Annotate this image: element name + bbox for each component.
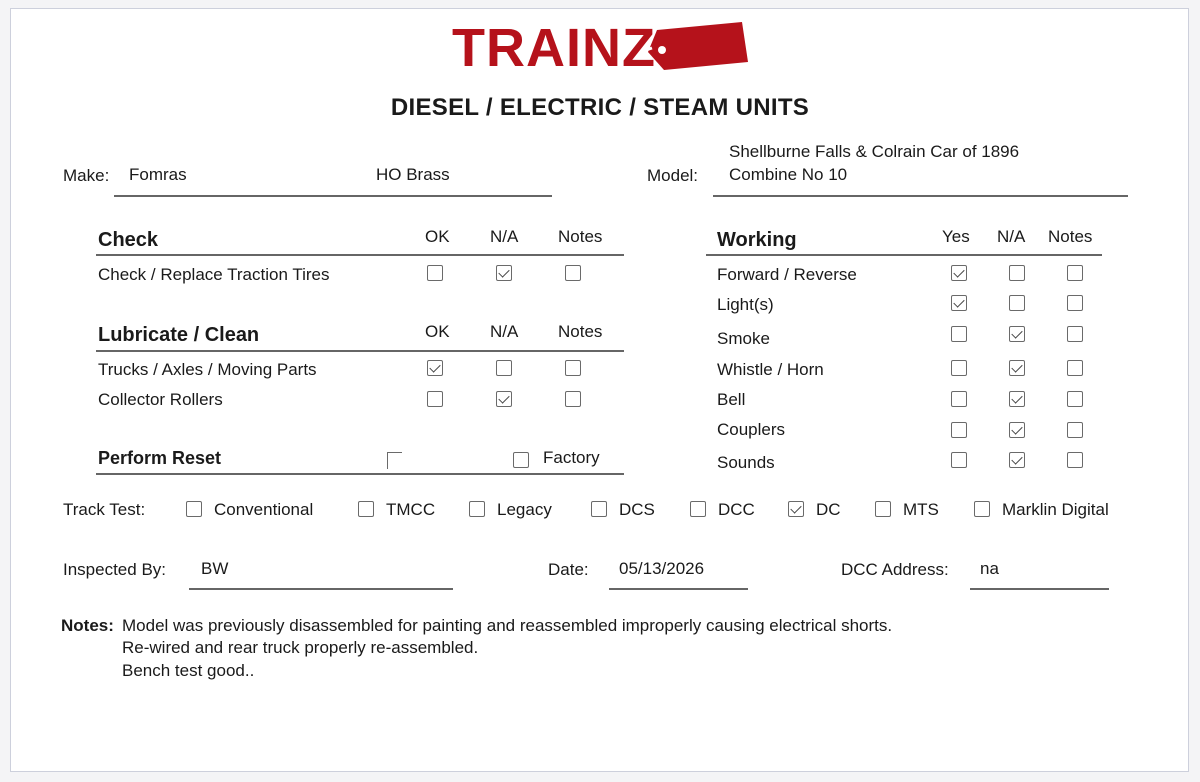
reset-factory-label: Factory	[543, 448, 600, 467]
notes-label: Notes:	[61, 616, 114, 635]
check-col-notes: Notes	[558, 227, 603, 246]
lubricate-header: Lubricate / Clean	[98, 324, 260, 346]
lubricate-row-rollers-label: Collector Rollers	[98, 390, 223, 409]
working-whistle-notes-checkbox[interactable]	[1067, 360, 1083, 376]
track-dc-checkbox[interactable]	[788, 501, 804, 517]
working-row-label: Forward / Reverse	[717, 265, 857, 284]
working-row-label: Sounds	[717, 453, 775, 472]
working-row-label: Light(s)	[717, 295, 774, 314]
track-dc-label: DC	[816, 500, 841, 519]
working-col-notes: Notes	[1048, 227, 1093, 246]
check-header: Check	[98, 229, 159, 251]
inspected-by-label: Inspected By:	[63, 560, 167, 579]
track-conventional-checkbox[interactable]	[186, 501, 202, 517]
working-bell-notes-checkbox[interactable]	[1067, 391, 1083, 407]
make-value[interactable]: Fomras	[129, 165, 187, 184]
track-conventional-label: Conventional	[214, 500, 314, 519]
working-forward-na-checkbox[interactable]	[1009, 265, 1025, 281]
track-marklin-label: Marklin Digital	[1002, 500, 1109, 519]
lubricate-col-notes: Notes	[558, 322, 603, 341]
working-lights-na-checkbox[interactable]	[1009, 295, 1025, 311]
model-underline	[713, 195, 1128, 197]
make-underline	[114, 195, 552, 197]
working-forward-notes-checkbox[interactable]	[1067, 265, 1083, 281]
working-couplers-yes-checkbox[interactable]	[951, 422, 967, 438]
track-dcs-checkbox[interactable]	[591, 501, 607, 517]
check-col-na: N/A	[490, 227, 519, 246]
working-whistle-na-checkbox[interactable]	[1009, 360, 1025, 376]
working-smoke-yes-checkbox[interactable]	[951, 326, 967, 342]
working-couplers-notes-checkbox[interactable]	[1067, 422, 1083, 438]
track-legacy-checkbox[interactable]	[469, 501, 485, 517]
model-line-1[interactable]: Shellburne Falls & Colrain Car of 1896	[729, 142, 1020, 161]
working-lights-notes-checkbox[interactable]	[1067, 295, 1083, 311]
check-row-ok-checkbox[interactable]	[427, 265, 443, 281]
date-underline	[609, 588, 748, 590]
check-row-label: Check / Replace Traction Tires	[98, 265, 330, 284]
notes-line-3: Bench test good..	[122, 661, 255, 680]
dcc-address-value[interactable]: na	[980, 559, 999, 578]
track-tmcc-label: TMCC	[386, 500, 436, 519]
working-whistle-yes-checkbox[interactable]	[951, 360, 967, 376]
lubricate-trucks-ok-checkbox[interactable]	[427, 360, 443, 376]
reset-divider	[96, 473, 624, 475]
working-smoke-notes-checkbox[interactable]	[1067, 326, 1083, 342]
inspected-by-value[interactable]: BW	[201, 559, 229, 578]
logo-text: TRAINZ	[452, 18, 656, 78]
inspected-by-underline	[189, 588, 453, 590]
check-row-notes-checkbox[interactable]	[565, 265, 581, 281]
working-smoke-na-checkbox[interactable]	[1009, 326, 1025, 342]
date-label: Date:	[548, 560, 589, 579]
track-dcc-label: DCC	[718, 500, 755, 519]
check-col-ok: OK	[425, 227, 450, 246]
track-dcc-checkbox[interactable]	[690, 501, 706, 517]
working-bell-na-checkbox[interactable]	[1009, 391, 1025, 407]
make-label: Make:	[63, 166, 110, 185]
working-row-label: Couplers	[717, 420, 786, 439]
track-test-label: Track Test:	[63, 500, 146, 519]
track-marklin-checkbox[interactable]	[974, 501, 990, 517]
reset-factory-checkbox[interactable]	[513, 452, 529, 468]
notes-line-2: Re-wired and rear truck properly re-assembled.	[122, 638, 479, 657]
working-divider	[706, 254, 1102, 256]
track-legacy-label: Legacy	[497, 500, 552, 519]
notes-line-1: Model was previously disassembled for painting and reassembled improperly causing electrical shorts.	[122, 616, 893, 635]
track-mts-checkbox[interactable]	[875, 501, 891, 517]
model-line-2[interactable]: Combine No 10	[729, 165, 848, 184]
dcc-address-underline	[970, 588, 1109, 590]
check-row-na-checkbox[interactable]	[496, 265, 512, 281]
working-header: Working	[717, 229, 797, 251]
lubricate-row-trucks-label: Trucks / Axles / Moving Parts	[98, 360, 317, 379]
working-row-label: Smoke	[717, 329, 770, 348]
working-sounds-yes-checkbox[interactable]	[951, 452, 967, 468]
working-forward-yes-checkbox[interactable]	[951, 265, 967, 281]
working-col-yes: Yes	[942, 227, 970, 246]
date-value[interactable]: 05/13/2026	[619, 559, 705, 578]
page-title: DIESEL / ELECTRIC / STEAM UNITS	[390, 94, 810, 121]
working-lights-yes-checkbox[interactable]	[951, 295, 967, 311]
lubricate-trucks-na-checkbox[interactable]	[496, 360, 512, 376]
lubricate-rollers-notes-checkbox[interactable]	[565, 391, 581, 407]
working-col-na: N/A	[997, 227, 1026, 246]
working-bell-yes-checkbox[interactable]	[951, 391, 967, 407]
check-divider	[96, 254, 624, 256]
track-mts-label: MTS	[903, 500, 939, 519]
working-sounds-na-checkbox[interactable]	[1009, 452, 1025, 468]
trainz-logo	[452, 18, 752, 78]
track-dcs-label: DCS	[619, 500, 655, 519]
lubricate-rollers-ok-checkbox[interactable]	[427, 391, 443, 407]
model-label: Model:	[647, 166, 699, 185]
lubricate-divider	[96, 350, 624, 352]
working-sounds-notes-checkbox[interactable]	[1067, 452, 1083, 468]
reset-checkbox[interactable]	[387, 452, 402, 469]
track-tmcc-checkbox[interactable]	[358, 501, 374, 517]
lubricate-trucks-notes-checkbox[interactable]	[565, 360, 581, 376]
working-row-label: Bell	[717, 390, 746, 409]
reset-header: Perform Reset	[98, 448, 222, 468]
lubricate-col-ok: OK	[425, 322, 450, 341]
make-value-secondary[interactable]: HO Brass	[376, 165, 450, 184]
lubricate-col-na: N/A	[490, 322, 519, 341]
working-row-label: Whistle / Horn	[717, 360, 824, 379]
lubricate-rollers-na-checkbox[interactable]	[496, 391, 512, 407]
working-couplers-na-checkbox[interactable]	[1009, 422, 1025, 438]
dcc-address-label: DCC Address:	[841, 560, 949, 579]
